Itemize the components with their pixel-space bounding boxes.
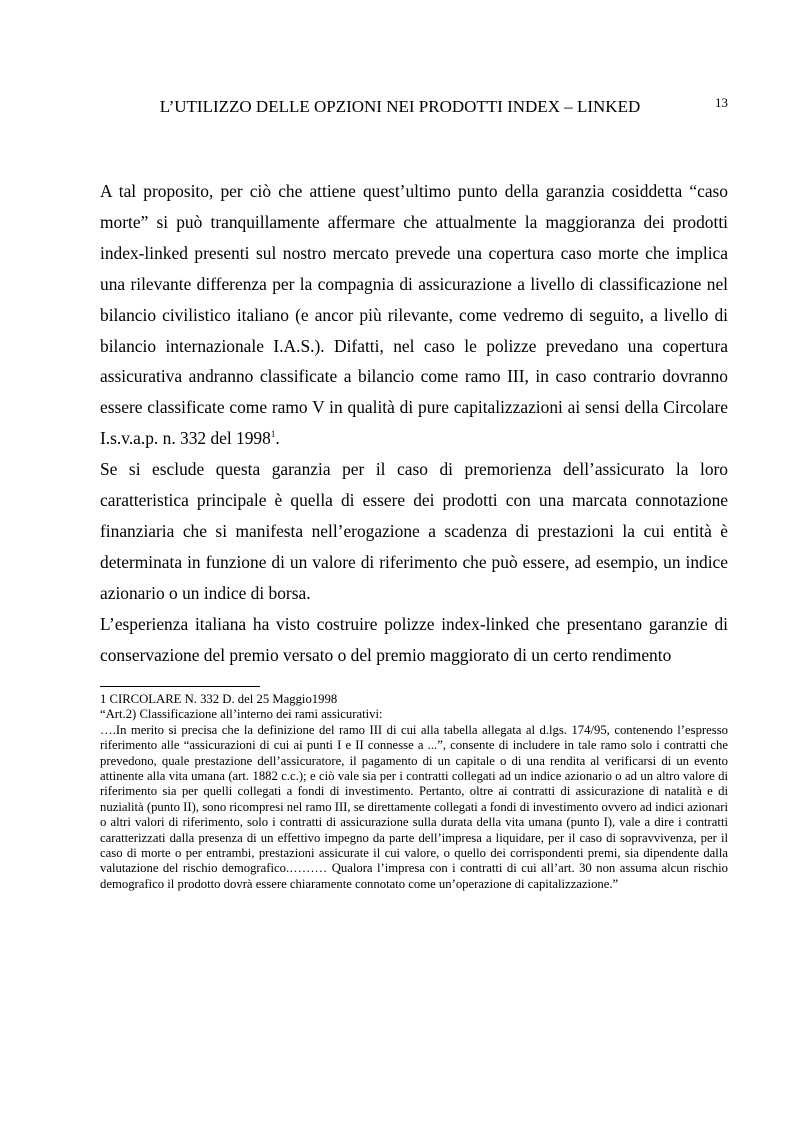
paragraph-1 [100, 176, 728, 454]
paragraph-1-text: A tal proposito, per ciò che attiene quest’ultimo punto della garanzia cosiddetta “caso morte” si può tranquillamente affermare che attualmente la maggioranza dei prodotti index-linked presenti sul nostro mercato prevede una copertura caso morte che implica una rilevante differenza per la compagnia di assicurazione a livello di classificazione nel bilancio civilistico italiano (e ancor più rilevante, come vedremo di seguito, a livello di bilancio internazionale I.A.S.). Difatti, nel caso le polizze prevedano una copertura assicurativa andranno classificate a bilancio come ramo III, in caso contrario dovranno essere classificate come ramo V in qualità di pure capitalizzazioni ai sensi della Circolare I.s.v.a.p. n. 332 del 1998 [100, 181, 728, 449]
page-number: 13 [715, 95, 728, 110]
main-body-text [100, 176, 728, 671]
footnote-article-heading: “Art.2) Classificazione all’interno dei rami assicurativi: [100, 707, 383, 722]
footnote-text: ….In merito si precisa che la definizione del ramo III di cui alla tabella allegata al d.lgs. 174/95, contenendo l’espresso riferimento alle “assicurazioni di cui ai punti I e II connesse a ...”, consente di includere in tale ramo solo i contratti che prevedono, quale prestazione dell’assicuratore, il pagamento di un capitale o di una rendita al verificarsi di un evento attinente alla vita umana (art. 1882 c.c.); e ciò vale sia per i contratti collegati ad un indice azionario o ad un altro valore di riferimento sia per quelli collegati a fondi di investimento. Pertanto, oltre ai contratti di assicurazione di natalità e di nuzialità (punto II), sono ricompresi nel ramo III, se direttamente collegati a fondi di investimento ovvero ad indici azionari o altri valori di riferimento, solo i contratti di assicurazione sulla durata della vita umana (punto I), vale a dire i contratti caratterizzati dalla presenza di un effettivo impegno da parte dell’impresa a liquidare, per il caso di sopravvivenza, per il caso di morte o per entrambi, prestazioni assicurate il cui valore, o quello dei corrispondenti premi, sia dipendente dalla valutazione del rischio demografico.……… Qualora l’impresa con i contratti di cui all’art. 30 non assuma alcun rischio demografico il prodotto dovrà essere chiaramente connotato come un’operazione di capitalizzazione.” [100, 722, 728, 891]
running-header-title: L’UTILIZZO DELLE OPZIONI NEI PRODOTTI INDEX – LINKED [159, 97, 641, 116]
footnote-title: 1 CIRCOLARE N. 332 D. del 25 Maggio1998 [100, 692, 338, 706]
paragraph-2: Se si esclude questa garanzia per il caso di premorienza dell’assicurato la loro caratteristica principale è quella di essere dei prodotti con una marcata connotazione finanziaria che si manifesta nell’erogazione a scadenza di prestazioni la cui entità è determinata in funzione di un valore di riferimento che può essere, ad esempio, un indice azionario o un indice di borsa. [100, 459, 728, 603]
footnote-reference: 1 [270, 429, 276, 440]
paragraph-1-end: . [275, 428, 280, 449]
footnote-section [100, 692, 728, 892]
footnote-separator [100, 686, 260, 687]
paragraph-3: L’esperienza italiana ha visto costruire polizze index-linked che presentano garanzie di conservazione del premio versato o del premio maggiorato di un certo rendimento [100, 613, 728, 665]
